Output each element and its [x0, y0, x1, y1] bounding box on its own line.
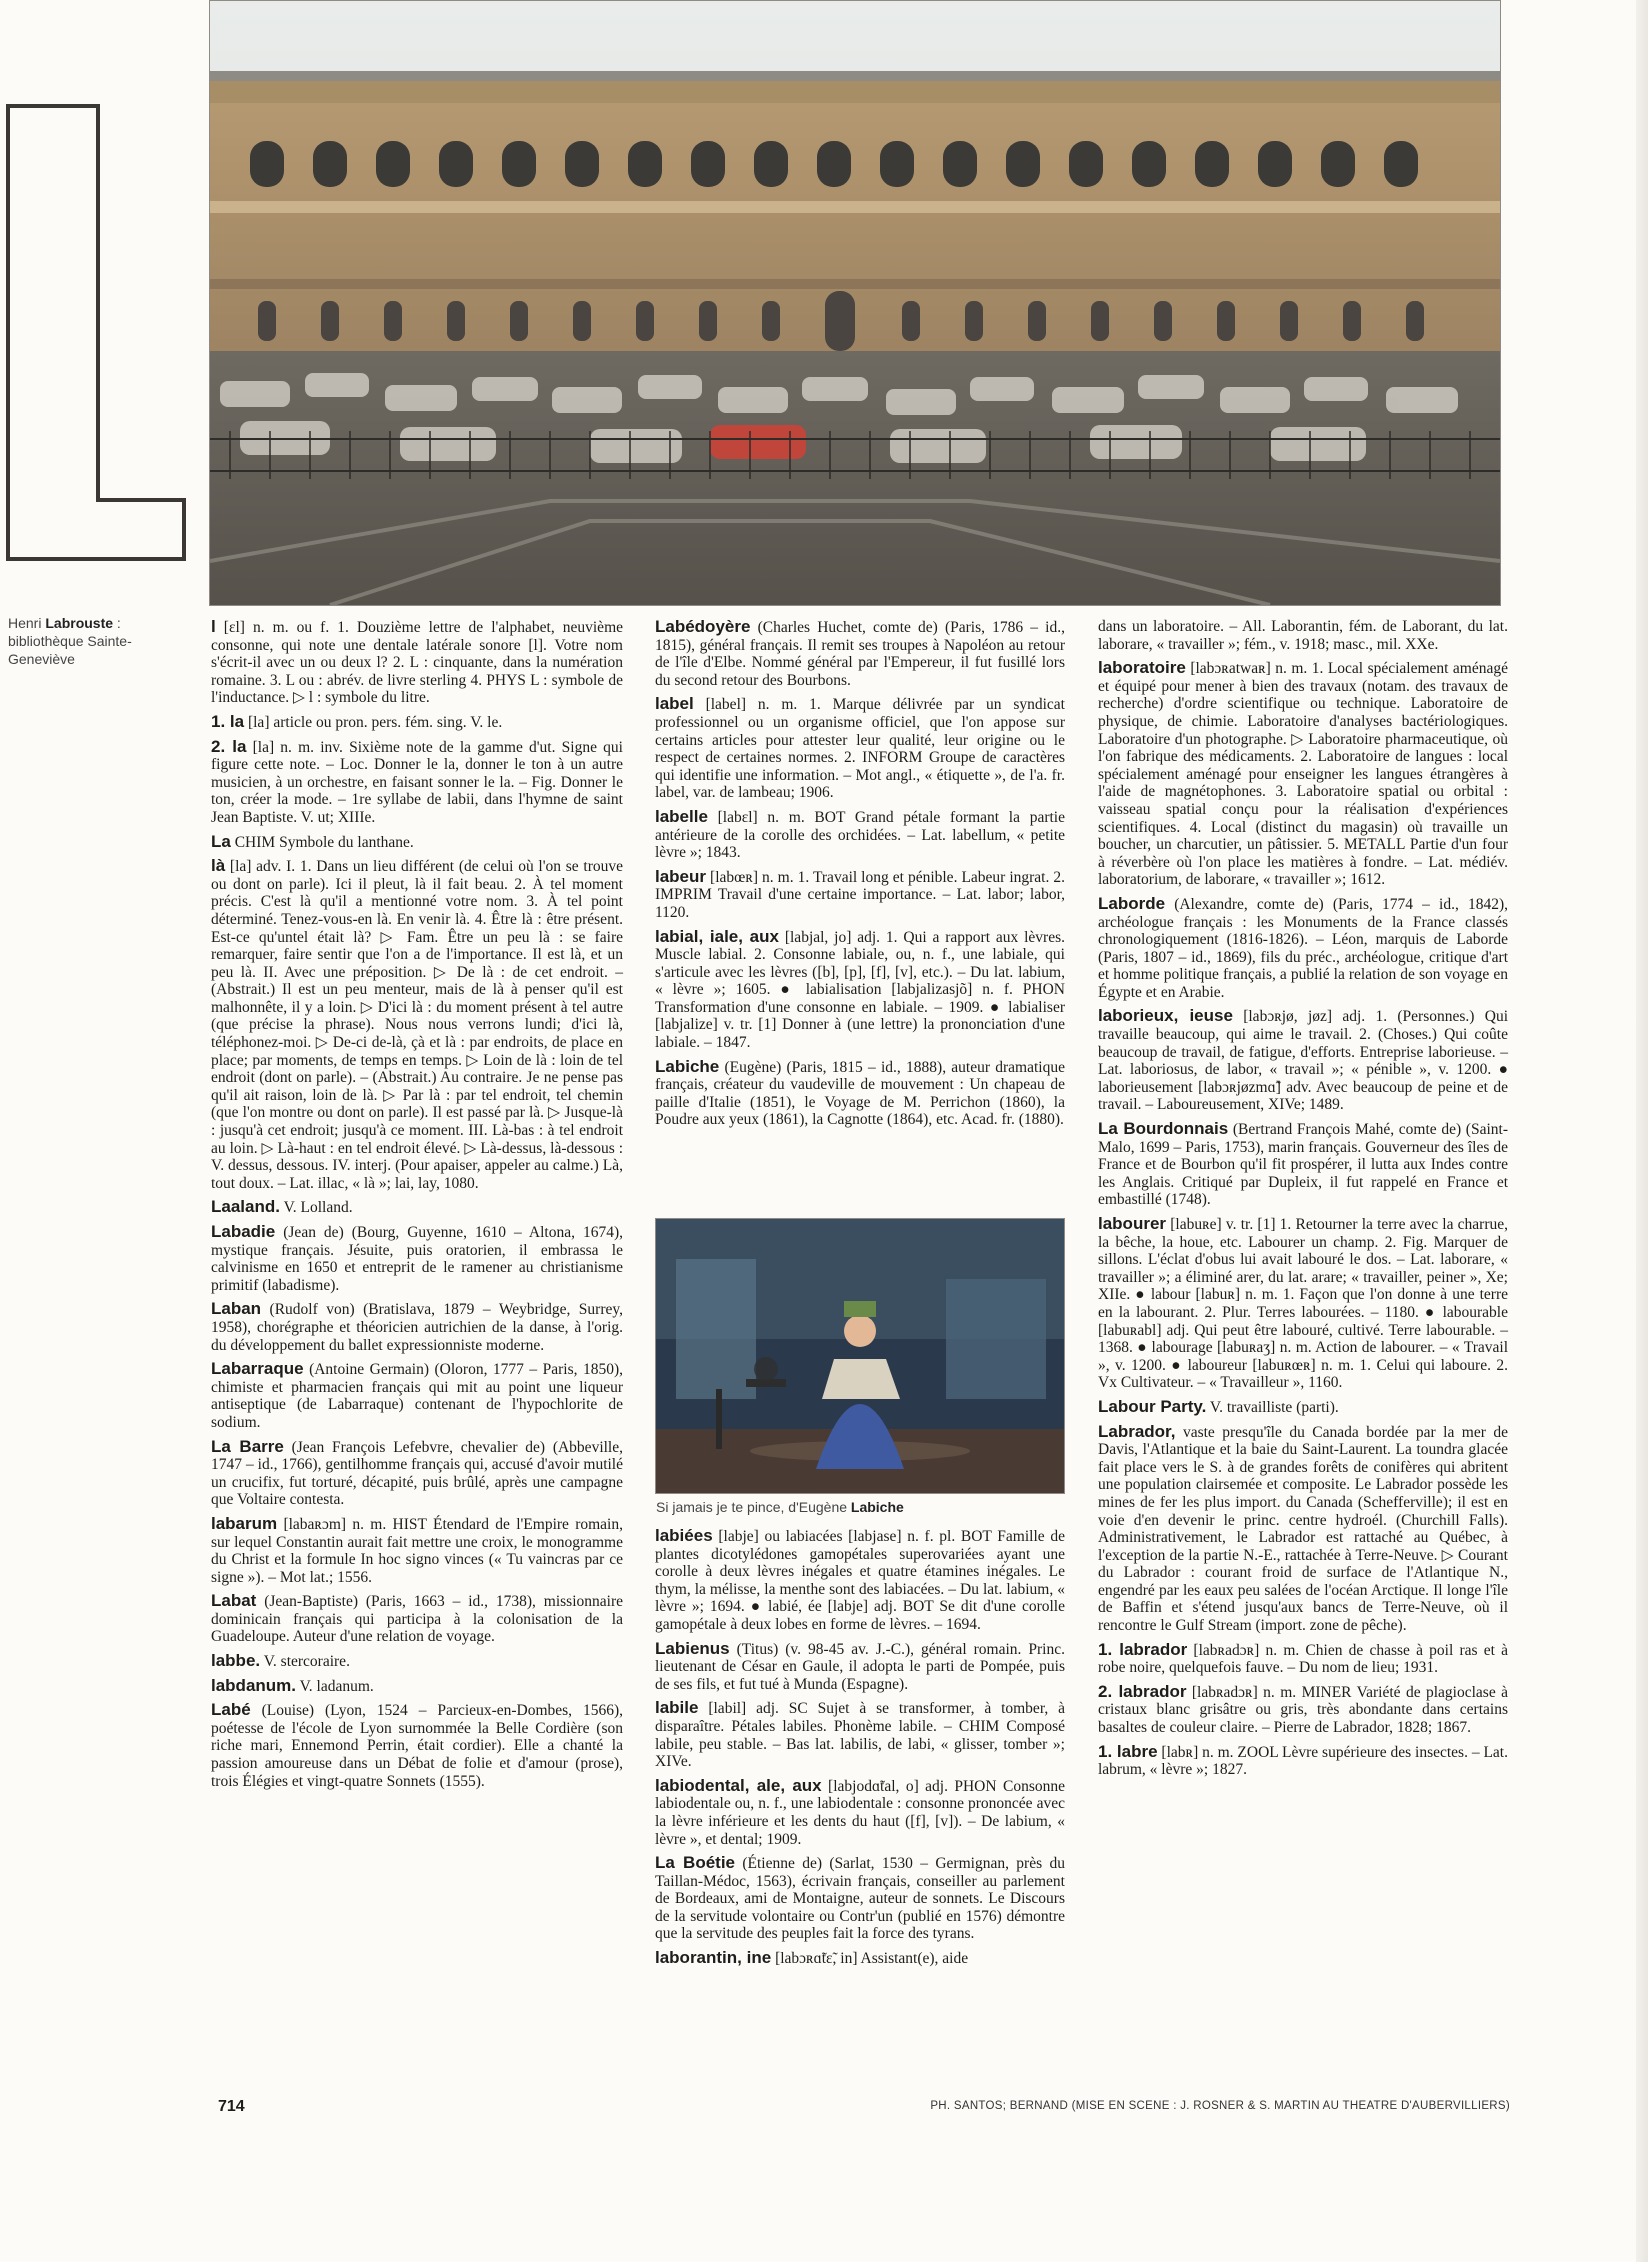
dictionary-entry — [1098, 895, 1508, 1002]
entry-text: (Jean François Lefebvre, chevalier de) (Abbeville, 1747 – id., 1766), gentilhomme français qui, accusé d'avoir mutilé un crucifix, fut torturé, décapité, puis brûlé, après une campagne que Voltaire contesta. — [211, 1438, 623, 1509]
entry-text: [labʀadɔʀ] n. m. Chien de chasse à poil ras et à robe noire, quelquefois fauve. – Du nom de lieu; 1931. — [1098, 1641, 1508, 1677]
entry-headword: labial, iale, aux — [655, 926, 779, 946]
entry-headword: Labrador, — [1098, 1421, 1176, 1441]
entry-text: [la] n. m. inv. Sixième note de la gamme d'ut. Signe qui figure cette note. – Loc. Donner le la, donner le ton à un autre musicien, à un orchestre, en faisant sonner le la. – Fig. Donner le ton, créer la mode. – 1re syllabe de labii, dans l'hymne de saint Jean Baptiste. V. ut; XIIIe. — [211, 738, 623, 826]
entry-headword: labbe. — [211, 1651, 261, 1671]
entry-headword: 1. la — [211, 711, 245, 731]
dictionary-entry — [1098, 1743, 1508, 1779]
entry-headword: laborantin, ine — [655, 1948, 772, 1968]
entry-headword: label — [655, 694, 694, 714]
dictionary-entry — [655, 1699, 1065, 1770]
dictionary-entry — [655, 1527, 1065, 1634]
library-photo — [209, 0, 1501, 606]
column-1 — [211, 618, 623, 1796]
entry-text: (Jean de) (Bourg, Guyenne, 1610 – Altona, 1674), mystique français. Jésuite, puis oratorien, il embrassa le calvinisme en 1650 et entreprit de le ramener au christianisme primitif (labadisme). — [211, 1224, 623, 1294]
entry-headword: Laborde — [1098, 893, 1166, 913]
theatre-photo — [655, 1218, 1065, 1494]
dictionary-entry — [211, 1360, 623, 1431]
column-2-lower — [655, 1527, 1065, 1974]
entry-text: V. travailliste (parti). — [1206, 1398, 1339, 1416]
entry-text: [labɔʀɑ̃tɛ̃, in] Assistant(e), aide — [771, 1950, 969, 1968]
entry-headword: labiées — [655, 1526, 713, 1545]
entry-headword: laborieux, ieuse — [1098, 1006, 1233, 1026]
entry-text: (Bertrand François Mahé, comte de) (Saint-Malo, 1699 – Paris, 1753), marin français. Gouverneur des îles de France et de Bourbon qu'il fit prospérer, il lutta aux Indes contre les Anglais. Critiqué par Dupleix, il fut rappelé en France et embastillé (1748). — [1098, 1121, 1508, 1209]
entry-headword: labelle — [655, 806, 708, 826]
dictionary-entry — [211, 857, 623, 1192]
column-3 — [1098, 618, 1508, 1785]
dictionary-entry — [211, 713, 623, 732]
photo-credit: PH. SANTOS; BERNAND (MISE EN SCENE : J. ROSNER & S. MARTIN AU THEATRE D'AUBERVILLIERS) — [930, 2100, 1510, 2112]
entry-headword: Labarraque — [211, 1359, 304, 1379]
entry-headword: Laaland. — [211, 1197, 280, 1217]
dictionary-entry — [655, 1058, 1065, 1129]
entry-headword: 2. labrador — [1098, 1681, 1187, 1701]
entry-text: (Eugène) (Paris, 1815 – id., 1888), auteur dramatique français, créateur du vaudeville de mouvement : Un chapeau de paille d'Italie (1851), le Voyage de M. Perrichon (1860), la Poudre aux yeux (1861), la Cagnotte (1864), etc. Acad. fr. (1880). — [655, 1058, 1065, 1129]
dictionary-entry — [211, 1438, 623, 1509]
big-letter-glyph — [6, 104, 196, 564]
dictionary-entry — [211, 1677, 623, 1696]
entry-headword: 2. la — [211, 736, 247, 756]
dictionary-entry — [211, 1515, 623, 1586]
entry-text: [labil] adj. SC Sujet à se transformer, à tomber, à disparaître. Pétales labiles. Phonème labile. – CHIM Composé labile, peu stable. – Bas lat. labilis, de labi, « glisser, tomber »; XIVe. — [655, 1700, 1065, 1771]
entry-headword: Labédoyère — [655, 617, 751, 636]
dictionary-entry — [211, 1701, 623, 1790]
dictionary-entry — [655, 1949, 1065, 1968]
dictionary-entry — [1098, 1215, 1508, 1392]
entry-headword: La Barre — [211, 1436, 284, 1456]
entry-headword: là — [211, 856, 226, 876]
entry-headword: Labiche — [655, 1056, 720, 1076]
dictionary-entry — [1098, 618, 1508, 653]
entry-headword: 1. labrador — [1098, 1639, 1188, 1659]
entry-text: V. stercoraire. — [260, 1653, 350, 1671]
entry-headword: 1. labre — [1098, 1741, 1158, 1761]
dictionary-entry — [1098, 1120, 1508, 1209]
caption-prefix: Henri — [8, 615, 46, 631]
entry-headword: labourer — [1098, 1214, 1167, 1233]
entry-headword: La — [211, 831, 231, 851]
entry-text: [labaʀɔm] n. m. HIST Étendard de l'Empire romain, sur lequel Constantin aurait fait mettre une croix, le monogramme du Christ et la formule In hoc signo vinces (« Tu vaincras par ce signe »). – Mot lat.; 1556. — [211, 1515, 623, 1586]
entry-headword: Labadie — [211, 1222, 276, 1241]
theatre-photo-caption — [656, 1498, 1076, 1516]
dictionary-entry — [211, 1652, 623, 1671]
entry-text: (Titus) (v. 98-45 av. J.-C.), général romain. Princ. lieutenant de César en Gaule, il adopta le parti de Pompée, puis de ses fils, et fut tué à Munda (Espagne). — [655, 1640, 1065, 1693]
entry-headword: La Bourdonnais — [1098, 1119, 1229, 1139]
dictionary-entry — [1098, 1641, 1508, 1677]
dictionary-entry — [211, 618, 623, 707]
dictionary-entry — [1098, 1683, 1508, 1737]
entry-headword: Labienus — [655, 1638, 730, 1658]
dictionary-entry — [655, 695, 1065, 802]
dictionary-entry — [655, 618, 1065, 689]
dictionary-entry — [655, 1777, 1065, 1848]
entry-headword: labarum — [211, 1513, 278, 1533]
caption-rest: : bibliothèque Sainte-Geneviève — [8, 615, 132, 667]
entry-text: [labje] ou labiacées [labjase] n. f. pl. BOT Famille de plantes dicotylédones gamopétales superovariées ayant une corolle à deux lèvres inégales et quatre étamines inégales. Le thym, la mélisse, la menthe sont des labiacées. – Du lat. labium, « lèvre »; 1694. ● labié, ée [labje] adj. BOT Se dit d'une corolle gamopétale à deux lobes en forme de lèvres. – 1694. — [655, 1528, 1065, 1633]
entry-text: (Louise) (Lyon, 1524 – Parcieux-en-Dombes, 1566), poétesse de l'école de Lyon surnommée la Belle Cordière (son riche mari, Ennemond Perrin, était cordier). Elle a chanté la passion amoureuse dans un Débat de folie et d'amour (prose), trois Élégies et vingt-quatre Sonnets (1555). — [211, 1702, 623, 1790]
entry-text: [la] adv. I. 1. Dans un lieu différent (de celui où l'on se trouve ou dont on parle). Ici il pleut, là il fait beau. 2. À tel moment précis. C'est là qu'il a mentionné votre nom. 3. À tel point déterminé. Tenez-vous-en là. En venir là. 4. Être là : être présent. Est-ce qu'untel était là? ▷ Fam. Être un peu là : se faire remarquer, faire sentir que l'on a de l'importance. Il est là, et un peu là. II. Avec une préposition. ▷ De là : de cet endroit. – (Abstrait.) Il est un peu menteur, mais de là à penser qu'il est malhonnête, il y a loin. ▷ D'ici là : du moment présent à tel autre (que précise la phrase). Nous nous verrons lundi; d'ici là, téléphonez-moi. ▷ De-ci de-là, çà et là : par endroits, de place en place; par moments, de temps en temps. ▷ Loin de là : loin de tel endroit (dont on parle). – (Abstrait.) Au contraire. Je ne pense pas qu'il ait raison, loin de là. ▷ Par là : par tel endroit, tel chemin (que l'on montre ou dont on parle). Il est passé par là. ▷ Jusque-là : jusqu'à cet endroit; jusqu'à ce moment. III. Là-bas : à tel endroit au loin. ▷ Là-haut : en tel endroit élevé. ▷ Là-dessus, là-dessous : V. dessus, dessous. IV. interj. (Pour apaiser, appeler au calme.) Là, tout doux. – Lat. illac, « là »; lai, lay, 1080. — [211, 858, 623, 1192]
entry-headword: Labour Party. — [1098, 1396, 1207, 1416]
dictionary-entry — [655, 868, 1065, 922]
entry-text: [la] article ou pron. pers. fém. sing. V. le. — [244, 713, 503, 731]
entry-text: (Antoine Germain) (Oloron, 1777 – Paris, 1850), chimiste et pharmacien français qui mit au point une liqueur antiseptique (de Labarraque) contenant de l'hypochlorite de sodium. — [211, 1361, 623, 1431]
dictionary-entry — [211, 1300, 623, 1354]
column-2 — [655, 618, 1065, 1135]
entry-headword: Laban — [211, 1299, 262, 1319]
dictionary-entry — [211, 833, 623, 852]
entry-text: [labʀ] n. m. ZOOL Lèvre supérieure des insectes. – Lat. labrum, « lèvre »; 1827. — [1098, 1743, 1508, 1779]
entry-text: (Charles Huchet, comte de) (Paris, 1786 – id., 1815), général français. Il remit ses troupes à Napoléon au retour de l'île d'Elbe. Nommé général par l'Empereur, il fut fusillé lors du second retour des Bourbons. — [655, 619, 1065, 689]
dictionary-entry — [211, 1223, 623, 1294]
entry-text: [labjal, jo] adj. 1. Qui a rapport aux lèvres. Muscle labial. 2. Consonne labiale, ou, n. f., une labiale, qui s'articule avec les lèvres ([b], [p], [f], [v], etc.). – Du lat. labium, « lèvre »; 1605. ● labialisation [labjalizasjõ] n. f. PHON Transformation d'une consonne en labiale. – 1909. ● labialiser [labjalize] v. tr. [1] Donner à (une lettre) la prononciation d'une labiale. – 1847. — [655, 928, 1065, 1052]
entry-text: V. ladanum. — [296, 1677, 374, 1695]
entry-text: [labɔʀjø, jøz] adj. 1. (Personnes.) Qui travaille beaucoup, qui aime le travail. 2. (Choses.) Qui coûte beaucoup de travail, de fatigue, d'efforts. Entreprise laborieuse. – Lat. laboriosus, de labor, « travail »; « pénible », v. 1200. ● laborieusement [labɔʀjøzmɑ̃] adv. Avec beaucoup de peine et de travail. – Laboureusement, XIVe; 1489. — [1098, 1008, 1508, 1114]
entry-headword: labeur — [655, 866, 707, 886]
entry-text: (Alexandre, comte de) (Paris, 1774 – id., 1842), archéologue français : les Monuments de la France classés chronologiquement (1816-1826). – Léon, marquis de Laborde (Paris, 1807 – id., 1869), fils du préc., archéologue, critique d'art et homme politique français, a publié la relation de son voyage en Égypte et en Arabie. — [1098, 895, 1508, 1001]
entry-text: [labʀadɔʀ] n. m. MINER Variété de plagioclase à cristaux blanc grisâtre ou gris, très abondante dans certains basaltes de couleur claire. – Pierre de Labrador, 1828; 1867. — [1098, 1683, 1509, 1737]
entry-text: CHIM Symbole du lanthane. — [230, 833, 414, 851]
entry-text: vaste presqu'île du Canada bordée par la mer de Davis, l'Atlantique et la baie du Saint-Laurent. La toundra glacée fait place vers le S. à de grandes forêts de conifères qui abritent une population clairsemée et composite. Le Labrador possède les mines de fer les plus import. du Canada (Schefferville); il est en voie d'en devenir le princ. centre hydroél. (Churchill Falls). Administrativement, le Labrador est rattaché au Québec, à l'exception de la partie N.-E., rattachée à Terre-Neuve. ▷ Courant du Labrador : courant froid de surface de l'Atlantique N., engendré par les eaux peu salées de l'océan Arctique. Il longe l'île de Baffin et s'étend jusqu'aux bancs de Terre-Neuve, où il rencontre le Gulf Stream (import. zone de pêche). — [1098, 1423, 1508, 1635]
entry-text: [labuʀe] v. tr. [1] 1. Retourner la terre avec la charrue, la bêche, la houe, etc. Labourer un champ. 2. Fig. Marquer de sillons. L'éclat d'obus lui avait labouré le dos. – Lat. laborare, « travailler »; a éliminé arer, du lat. arare; « travailler, peiner », Xe; XIIe. ● labour [labuʀ] n. m. 1. Façon que l'on donne à une terre en la labourant. 2. Plur. Terres labourées. – 1180. ● labourable [labuʀabl] adj. Qui peut être labouré, cultivé. Terre labourable. – 1368. ● labourage [labuʀaʒ] n. m. Action de labourer. – « Travail », v. 1200. ● laboureur [labuʀœʀ] n. m. 1. Celui qui laboure. 2. Vx Cultivateur. – « Travailleur », 1160. — [1098, 1216, 1508, 1392]
library-photo-caption — [8, 614, 188, 668]
page-edge — [1636, 0, 1648, 2262]
caption-name: Labiche — [850, 1499, 904, 1515]
dictionary-entry — [211, 1592, 623, 1646]
dictionary-entry — [1098, 1007, 1508, 1114]
entry-headword: La Boétie — [655, 1853, 735, 1873]
dictionary-entry — [655, 1640, 1065, 1694]
dictionary-entry — [211, 1198, 623, 1217]
entry-text: [labjodɑ̃tal, o] adj. PHON Consonne labiodentale ou, n. f., une labiodentale : consonne prononcée avec la lèvre inférieure et les dents du haut ([f], [v]). – De labium, « lèvre », et dental; 1909. — [655, 1777, 1065, 1848]
dictionary-entry — [655, 808, 1065, 862]
entry-text: dans un laboratoire. – All. Laborantin, fém. de Laborant, du lat. laborare, « travailler »; fém., v. 1918; masc., mil. XXe. — [1098, 618, 1508, 653]
entry-text: [labɛl] n. m. BOT Grand pétale formant la partie antérieure de la corolle des orchidées. – Lat. labellum, « petite lèvre »; 1843. — [655, 808, 1065, 862]
dictionary-entry — [655, 928, 1065, 1052]
entry-text: (Étienne de) (Sarlat, 1530 – Germignan, près du Taillan-Médoc, 1563), écrivain français, conseiller au parlement de Bordeaux, ami de Montaigne, auteur de sonnets. Le Discours de la servitude volontaire ou Contr'un (publié en 1576) démontre que la servitude des peuples fait la force des tyrans. — [655, 1855, 1065, 1943]
entry-text: (Jean-Baptiste) (Paris, 1663 – id., 1738), missionnaire dominicain français qui participa à la colonisation de la Guadeloupe. Auteur d'une relation de voyage. — [211, 1593, 623, 1646]
entry-headword: l — [211, 617, 216, 636]
entry-headword: labile — [655, 1698, 699, 1718]
entry-text: (Rudolf von) (Bratislava, 1879 – Weybridge, Surrey, 1958), chorégraphe et théoricien autrichien de la danse, à l'orig. du développement du ballet expressionniste moderne. — [211, 1301, 623, 1354]
dictionary-entry — [655, 1854, 1065, 1943]
entry-headword: laboratoire — [1098, 658, 1186, 678]
entry-text: [label] n. m. 1. Marque délivrée par un syndicat professionnel ou un organisme officiel, que l'on appose sur certains articles pour attester leur qualité, leur origine ou le respect de certaines normes. 2. INFORM Groupe de caractères qui identifie une information. – Mot angl., « étiquette », de l'a. fr. label, var. de lambeau; 1906. — [655, 696, 1065, 802]
dictionary-entry — [1098, 659, 1508, 889]
entry-text: V. Lolland. — [279, 1199, 353, 1217]
entry-text: [labœʀ] n. m. 1. Travail long et pénible. Labeur ingrat. 2. IMPRIM Travail d'une certaine importance. – Lat. labor; labor, 1120. — [655, 868, 1065, 921]
entry-text: [labɔʀatwaʀ] n. m. 1. Local spécialement aménagé et équipé pour mener à bien des travaux (notam. des travaux de recherche) d'ordre scientifique ou technique. Laboratoire de physique, de chimie. Laboratoire d'analyses bactériologiques. Laboratoire d'un photographe. ▷ Laboratoire pharmaceutique, où l'on fabrique des médicaments. 2. Laboratoire de langues : local spécialement aménagé pour enseigner les langues étrangères à l'aide de magnétophones. 3. Laboratoire spatial ou orbital : vaisseau spatial conçu pour la réalisation d'expériences scientifiques. 4. Local (distinct du magasin) où travaille un boucher, un charcutier, un pâtissier. 5. METALL Partie d'un four à réverbère où l'on place les matières à fondre. – Lat. médiév. laboratorium, de laborare, « travailler »; 1612. — [1098, 660, 1508, 889]
page-number: 714 — [218, 2098, 245, 2115]
entry-headword: labiodental, ale, aux — [655, 1775, 822, 1795]
dictionary-entry — [1098, 1423, 1508, 1635]
dictionary-entry — [211, 738, 623, 827]
entry-text: [ɛl] n. m. ou f. 1. Douzième lettre de l'alphabet, neuvième consonne, qui note une dentale latérale sonore [l]. Votre nom s'écrit-il avec un ou deux l? 2. L : cinquante, dans la numération romaine. 3. L ou : abrév. de livre sterling 4. PHYS L : symbole de l'inductance. ▷ l : symbole du litre. — [211, 619, 623, 707]
entry-headword: Labat — [211, 1591, 257, 1611]
entry-headword: Labé — [211, 1700, 251, 1720]
dictionary-entry — [1098, 1398, 1508, 1417]
caption-name: Labrouste — [45, 615, 114, 631]
caption-prefix: Si jamais je te pince, d'Eugène — [656, 1499, 851, 1515]
entry-headword: labdanum. — [211, 1675, 297, 1695]
